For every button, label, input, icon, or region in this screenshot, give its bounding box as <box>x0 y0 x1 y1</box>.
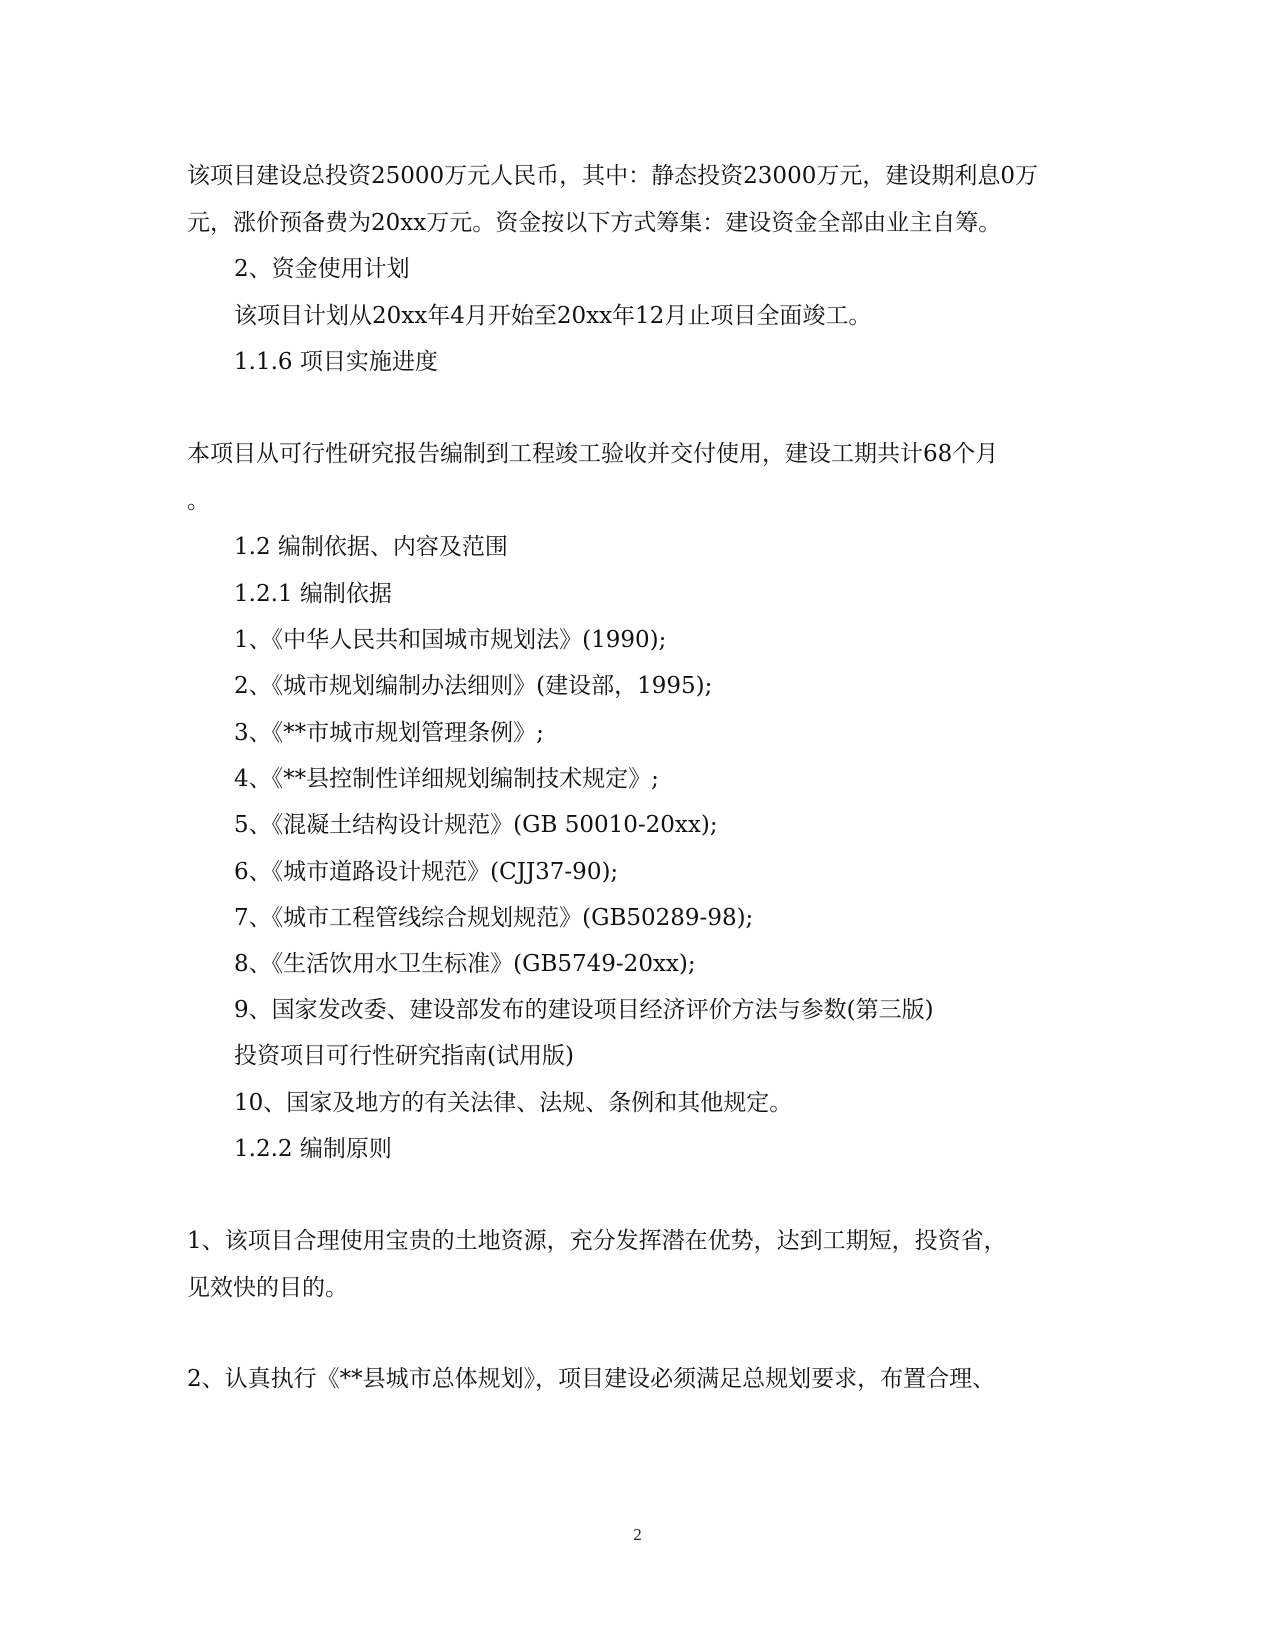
text-line: 2、资金使用计划 <box>234 256 410 282</box>
text-line: 元，涨价预备费为20xx万元。资金按以下方式筹集：建设资金全部由业主自筹。 <box>187 210 1002 236</box>
list-item: 1、《中华人民共和国城市规划法》(1990); <box>234 627 667 653</box>
text-line: 该项目计划从20xx年4月开始至20xx年12月止项目全面竣工。 <box>234 303 872 329</box>
text-line: 本项目从可行性研究报告编制到工程竣工验收并交付使用，建设工期共计68个月 <box>187 441 999 467</box>
text-line: 该项目建设总投资25000万元人民币，其中：静态投资23000万元，建设期利息0万 <box>187 163 1038 189</box>
section-heading: 1.2.2 编制原则 <box>234 1136 392 1162</box>
page-number: 2 <box>633 1525 642 1544</box>
list-item: 3、《**市城市规划管理条例》; <box>234 720 544 746</box>
section-heading: 1.2 编制依据、内容及范围 <box>234 534 508 560</box>
list-item: 9、国家发改委、建设部发布的建设项目经济评价方法与参数(第三版) <box>234 997 934 1023</box>
section-heading: 1.2.1 编制依据 <box>234 581 392 607</box>
list-item: 5、《混凝土结构设计规范》(GB 50010-20xx); <box>234 812 718 838</box>
text-line: 见效快的目的。 <box>187 1275 348 1301</box>
list-item: 投资项目可行性研究指南(试用版) <box>234 1043 574 1069</box>
list-item: 6、《城市道路设计规范》(CJJ37-90); <box>234 859 619 885</box>
text-line: 。 <box>187 488 210 514</box>
list-item: 4、《**县控制性详细规划编制技术规定》; <box>234 766 659 792</box>
list-item: 10、国家及地方的有关法律、法规、条例和其他规定。 <box>234 1090 793 1116</box>
section-heading: 1.1.6 项目实施进度 <box>234 349 438 375</box>
text-line: 1、该项目合理使用宝贵的土地资源，充分发挥潜在优势，达到工期短，投资省， <box>187 1228 1007 1254</box>
list-item: 2、《城市规划编制办法细则》(建设部，1995); <box>234 673 713 699</box>
list-item: 8、《生活饮用水卫生标准》(GB5749-20xx); <box>234 951 696 977</box>
list-item: 7、《城市工程管线综合规划规范》(GB50289-98); <box>234 905 754 931</box>
text-line: 2、认真执行《**县城市总体规划》，项目建设必须满足总规划要求，布置合理、 <box>187 1366 996 1392</box>
